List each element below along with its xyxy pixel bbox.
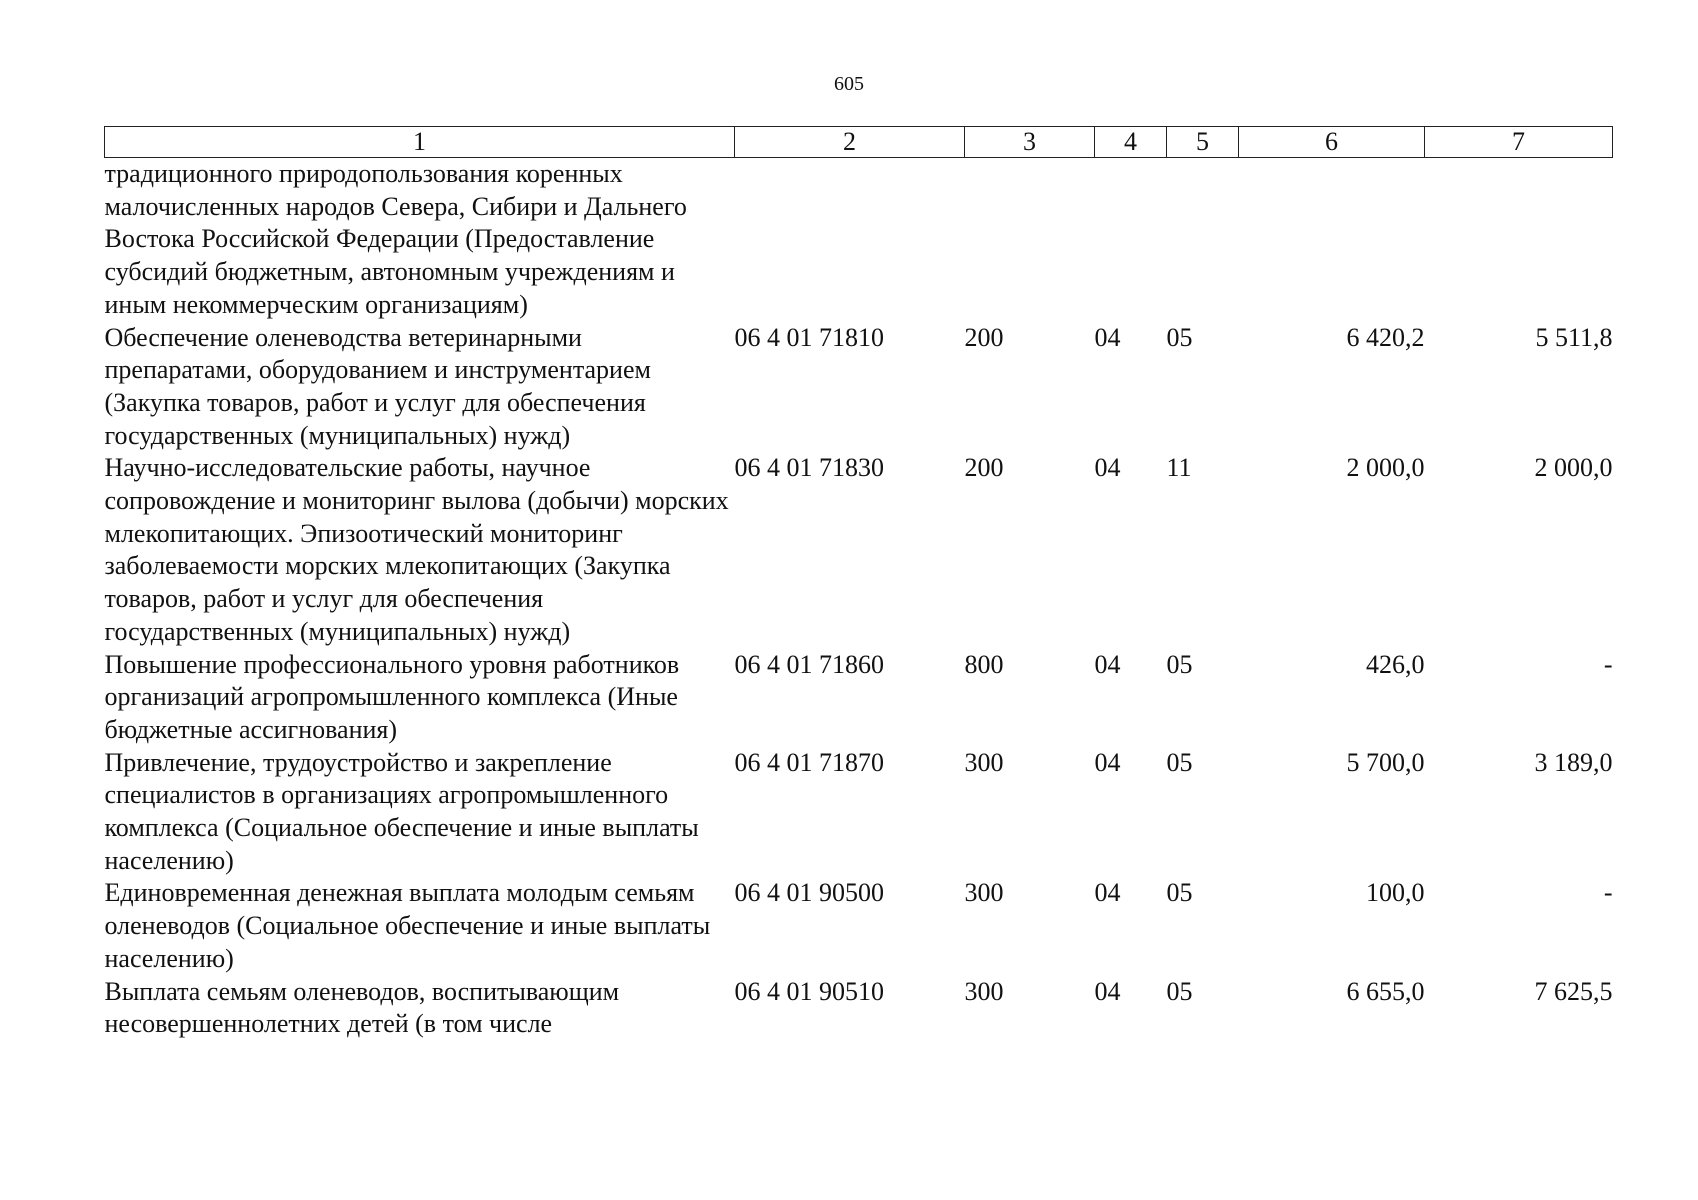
row-section [1095,158,1167,322]
row-subsection: 05 [1166,649,1193,679]
row-section: 04 [1094,453,1121,483]
row-expense-type [965,158,1095,322]
row-expense-type: 300 [964,976,1004,1006]
row-name: Выплата семьям оленеводов, воспитывающим несовершеннолетних детей (в том числе [104,976,620,1039]
row-name: Повышение профессионального уровня работников организаций агропромышленного комплекса (Иные бюджетные ассигнования) [104,649,680,744]
row-amount-2: 5 511,8 [1535,322,1613,352]
row-amount-2: 3 189,0 [1534,747,1613,777]
row-expense-type: 200 [964,322,1004,352]
row-expense-type: 300 [964,747,1004,777]
row-section: 04 [1094,878,1121,908]
row-amount-1: 100,0 [1366,878,1425,908]
header-col-5: 5 [1167,127,1239,158]
row-target-code: 06 4 01 71860 [734,649,884,679]
row-section: 04 [1094,747,1121,777]
row-expense-type: 800 [964,649,1004,679]
row-amount-2: 7 625,5 [1534,976,1613,1006]
row-section: 04 [1094,976,1121,1006]
row-subsection: 05 [1166,878,1193,908]
header-col-1: 1 [105,127,735,158]
row-target-code: 06 4 01 71830 [734,453,884,483]
row-amount-1: 5 700,0 [1346,747,1425,777]
row-subsection: 05 [1166,747,1193,777]
table-header [105,127,1613,158]
row-subsection: 05 [1166,976,1193,1006]
table-row [105,158,1613,322]
row-subsection [1167,158,1239,322]
row-expense-type: 200 [964,453,1004,483]
row-amount-1: 6 420,2 [1346,322,1425,352]
row-section: 04 [1094,322,1121,352]
table-row [105,452,1613,648]
page-number: 605 [834,73,864,95]
row-target-code: 06 4 01 71810 [734,322,884,352]
row-amount-2: 2 000,0 [1534,453,1613,483]
budget-table [104,126,1613,1041]
row-amount-2: - [1603,649,1613,679]
row-name: Научно-исследовательские работы, научное сопровождение и мониторинг вылова (добычи) морских млекопитающих. Эпизоотический мониторинг заболеваемости морских млекопитающих (Закупка товаров, работ и услуг для обеспечения государственных (муниципальных) нужд) [104,453,729,646]
header-col-3: 3 [965,127,1095,158]
row-amount-1: 2 000,0 [1346,453,1425,483]
table-row [105,649,1613,747]
row-target-code: 06 4 01 90500 [734,878,884,908]
row-amount-1: 426,0 [1366,649,1425,679]
header-col-6: 6 [1239,127,1425,158]
header-col-7: 7 [1425,127,1613,158]
row-subsection: 05 [1166,322,1193,352]
row-amount-1 [1239,158,1425,322]
row-amount-2 [1425,158,1613,322]
header-col-4: 4 [1095,127,1167,158]
row-amount-2: - [1603,878,1613,908]
table-body [105,158,1613,1041]
header-col-2: 2 [735,127,965,158]
table-row [105,747,1613,878]
header-row [105,127,1613,158]
row-name: Привлечение, трудоустройство и закрепление специалистов в организациях агропромышленного комплекса (Социальное обеспечение и иные выплаты населению) [104,747,699,875]
row-amount-1: 6 655,0 [1346,976,1425,1006]
table-row [105,976,1613,1041]
row-subsection: 11 [1166,453,1192,483]
row-expense-type: 300 [964,878,1004,908]
table-row [105,877,1613,975]
row-name: Единовременная денежная выплата молодым семьям оленеводов (Социальное обеспечение и иные выплаты населению) [104,878,711,973]
row-target-code: 06 4 01 71870 [734,747,884,777]
row-name: традиционного природопользования коренных малочисленных народов Севера, Сибири и Дальнего Востока Российской Федерации (Предоставление субсидий бюджетным, автономным учреждениям и иным некоммерческим организациям) [104,159,687,319]
table-row [105,322,1613,453]
row-target-code [735,158,965,322]
row-section: 04 [1094,649,1121,679]
row-name: Обеспечение оленеводства ветеринарными препаратами, оборудованием и инструментарием (Закупка товаров, работ и услуг для обеспечения государственных (муниципальных) нужд) [104,322,651,450]
row-target-code: 06 4 01 90510 [734,976,884,1006]
